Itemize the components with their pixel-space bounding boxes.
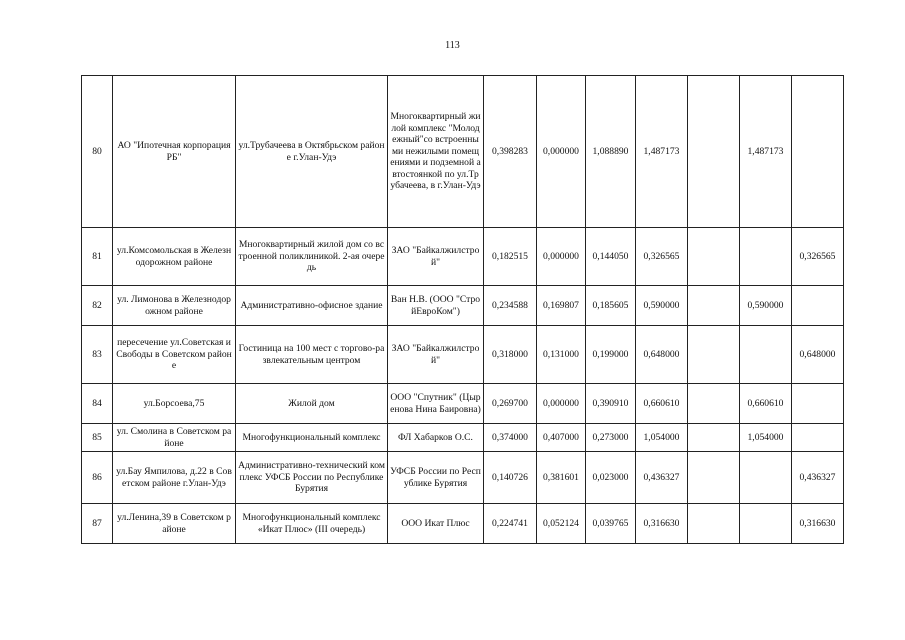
value-cell-5 (688, 424, 740, 452)
row-number-cell: 82 (82, 286, 113, 326)
organization-cell: ул.Бау Ямпилова, д.22 в Советском районе г.Улан-Удэ (113, 452, 236, 504)
value-cell-2: 0,000000 (537, 384, 586, 424)
value-cell-5 (688, 326, 740, 384)
organization-cell: ул.Ленина,39 в Советском районе (113, 504, 236, 544)
value-cell-7: 0,648000 (792, 326, 844, 384)
organization-cell: АО "Ипотечная корпорация РБ" (113, 76, 236, 228)
value-cell-7: 0,326565 (792, 228, 844, 286)
address-cell: Жилой дом (236, 384, 388, 424)
value-cell-2: 0,131000 (537, 326, 586, 384)
value-cell-6 (740, 326, 792, 384)
value-cell-3: 0,199000 (586, 326, 636, 384)
data-table (81, 75, 844, 544)
address-cell: Многофункциональный комплекс «Икат Плюс» (III очередь) (236, 504, 388, 544)
value-cell-7 (792, 424, 844, 452)
value-cell-3: 0,390910 (586, 384, 636, 424)
row-number-cell: 83 (82, 326, 113, 384)
value-cell-1: 0,234588 (484, 286, 537, 326)
value-cell-1: 0,318000 (484, 326, 537, 384)
value-cell-4: 0,648000 (636, 326, 688, 384)
value-cell-3: 1,088890 (586, 76, 636, 228)
value-cell-7 (792, 286, 844, 326)
value-cell-4: 0,590000 (636, 286, 688, 326)
address-cell: ул.Трубачеева в Октябрьском районе г.Улан-Удэ (236, 76, 388, 228)
value-cell-1: 0,269700 (484, 384, 537, 424)
organization-cell: ул.Комсомольская в Железнодорожном районе (113, 228, 236, 286)
value-cell-2: 0,000000 (537, 76, 586, 228)
value-cell-7 (792, 384, 844, 424)
organization-cell: ул.Борсоева,75 (113, 384, 236, 424)
table-row (82, 384, 844, 424)
value-cell-6: 0,660610 (740, 384, 792, 424)
table-row (82, 286, 844, 326)
value-cell-4: 1,487173 (636, 76, 688, 228)
object-cell: ЗАО "Байкалжилстрой" (388, 326, 484, 384)
value-cell-6: 1,487173 (740, 76, 792, 228)
object-cell: УФСБ России по Республике Бурятия (388, 452, 484, 504)
table-row (82, 424, 844, 452)
value-cell-1: 0,140726 (484, 452, 537, 504)
object-cell: ООО Икат Плюс (388, 504, 484, 544)
value-cell-1: 0,224741 (484, 504, 537, 544)
value-cell-4: 0,660610 (636, 384, 688, 424)
address-cell: Административно-офисное здание (236, 286, 388, 326)
value-cell-2: 0,052124 (537, 504, 586, 544)
value-cell-4: 0,316630 (636, 504, 688, 544)
value-cell-5 (688, 228, 740, 286)
row-number-cell: 80 (82, 76, 113, 228)
value-cell-4: 1,054000 (636, 424, 688, 452)
object-cell: ФЛ Хабарков О.С. (388, 424, 484, 452)
value-cell-4: 0,326565 (636, 228, 688, 286)
value-cell-2: 0,000000 (537, 228, 586, 286)
object-cell: ЗАО "Байкалжилстрой" (388, 228, 484, 286)
address-cell: Многоквартирный жилой дом со встроенной поликлиникой. 2-ая очередь (236, 228, 388, 286)
address-cell: Гостиница на 100 мест с торгово-развлекательным центром (236, 326, 388, 384)
row-number-cell: 87 (82, 504, 113, 544)
object-cell: Ван Н.В. (ООО "СтройЕвроКом") (388, 286, 484, 326)
table-row (82, 228, 844, 286)
value-cell-4: 0,436327 (636, 452, 688, 504)
organization-cell: ул. Смолина в Советском районе (113, 424, 236, 452)
organization-cell: пересечение ул.Советская и Свободы в Советском районе (113, 326, 236, 384)
table-body (82, 76, 844, 544)
value-cell-2: 0,381601 (537, 452, 586, 504)
value-cell-5 (688, 504, 740, 544)
table-row (82, 452, 844, 504)
value-cell-5 (688, 286, 740, 326)
value-cell-5 (688, 76, 740, 228)
value-cell-3: 0,185605 (586, 286, 636, 326)
value-cell-3: 0,039765 (586, 504, 636, 544)
page-number: 113 (445, 40, 460, 51)
row-number-cell: 85 (82, 424, 113, 452)
value-cell-7: 0,316630 (792, 504, 844, 544)
row-number-cell: 84 (82, 384, 113, 424)
table-row (82, 504, 844, 544)
value-cell-5 (688, 452, 740, 504)
value-cell-2: 0,407000 (537, 424, 586, 452)
object-cell: ООО "Спутник" (Цыренова Нина Баировна) (388, 384, 484, 424)
value-cell-1: 0,374000 (484, 424, 537, 452)
table-row (82, 326, 844, 384)
value-cell-6: 1,054000 (740, 424, 792, 452)
table-row (82, 76, 844, 228)
row-number-cell: 86 (82, 452, 113, 504)
address-cell: Административно-технический комплекс УФСБ России по Республике Бурятия (236, 452, 388, 504)
value-cell-7 (792, 76, 844, 228)
value-cell-6 (740, 228, 792, 286)
value-cell-6: 0,590000 (740, 286, 792, 326)
value-cell-5 (688, 384, 740, 424)
value-cell-7: 0,436327 (792, 452, 844, 504)
organization-cell: ул. Лимонова в Железнодорожном районе (113, 286, 236, 326)
address-cell: Многофункциональный комплекс (236, 424, 388, 452)
value-cell-1: 0,182515 (484, 228, 537, 286)
value-cell-6 (740, 452, 792, 504)
row-number-cell: 81 (82, 228, 113, 286)
value-cell-6 (740, 504, 792, 544)
value-cell-3: 0,273000 (586, 424, 636, 452)
value-cell-3: 0,023000 (586, 452, 636, 504)
object-cell: Многоквартирный жилой комплекс "Молодежный"со встроенными нежилыми помещениями и подземной автостоянкой по ул.Трубачеева, в г.Улан-Удэ (388, 76, 484, 228)
value-cell-3: 0,144050 (586, 228, 636, 286)
value-cell-1: 0,398283 (484, 76, 537, 228)
value-cell-2: 0,169807 (537, 286, 586, 326)
